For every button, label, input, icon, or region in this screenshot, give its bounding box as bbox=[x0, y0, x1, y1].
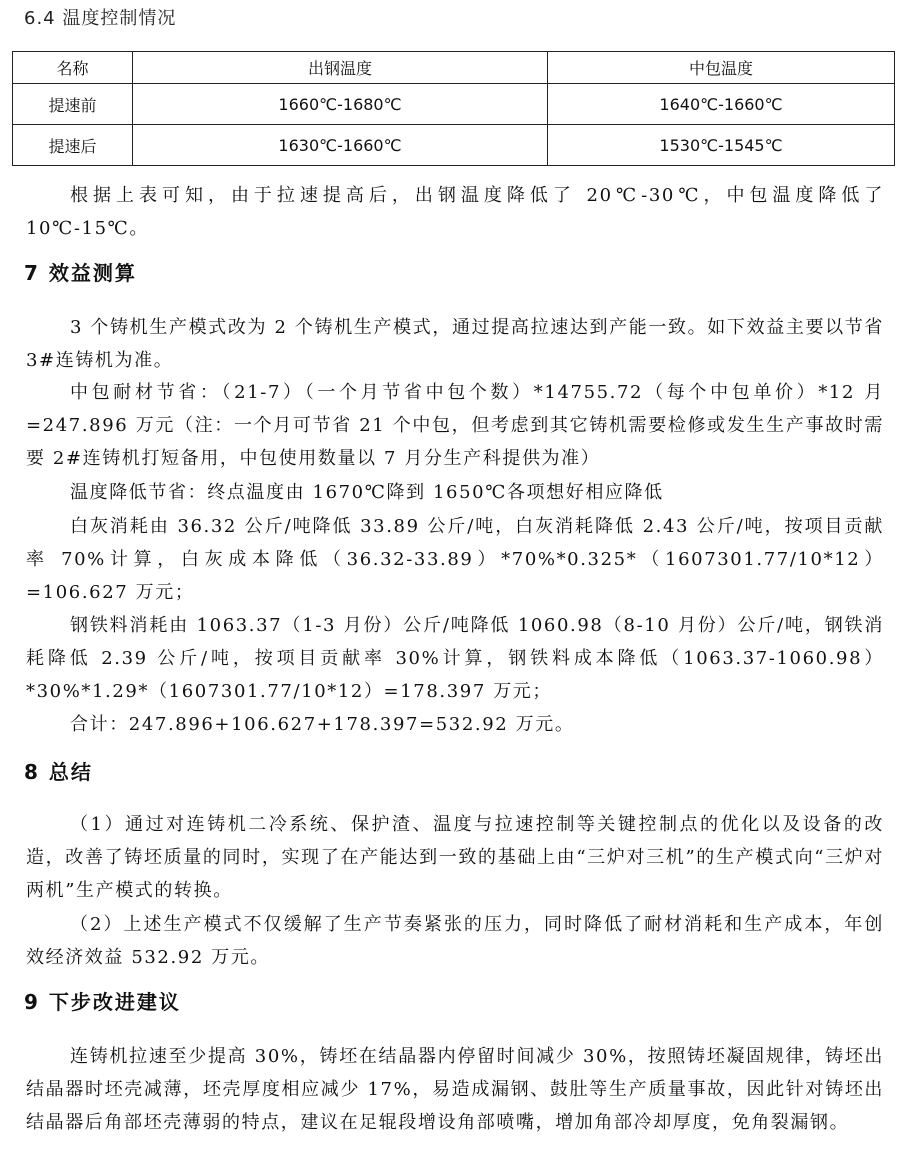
section-7-paragraph-5: 钢铁料消耗由 1063.37（1-3 月份）公斤/吨降低 1060.98（8-10 月份）公斤/吨，钢铁消耗降低 2.39 公斤/吨，按项目贡献率 30%计算，钢铁料成本降低（1063.37-1060.98）*30%*1.29*（1607301.77/10*12）=178.397 万元； bbox=[26, 615, 884, 702]
section-9-paragraph-1: 连铸机拉速至少提高 30%，铸坯在结晶器内停留时间减少 30%，按照铸坯凝固规律，铸坯出结晶器时坯壳减薄，坯壳厚度相应减少 17%，易造成漏钢、鼓肚等生产质量事故，因此针对铸坯出结晶器后角部坯壳薄弱的特点，建议在足辊段增设角部喷嘴，增加角部冷却厚度，免角裂漏钢。 bbox=[26, 1046, 884, 1133]
section-7-title: 7 效益测算 bbox=[24, 261, 137, 285]
cell-tapping-temp: 1660℃-1680℃ bbox=[133, 84, 548, 125]
temperature-table bbox=[12, 51, 895, 166]
section-8-paragraph-1: （1）通过对连铸机二冷系统、保护渣、温度与拉速控制等关键控制点的优化以及设备的改造，改善了铸坯质量的同时，实现了在产能达到一致的基础上由“三炉对三机”的生产模式向“三炉对两机”生产模式的转换。 bbox=[26, 814, 884, 901]
cell-name: 提速后 bbox=[13, 125, 133, 166]
table-row bbox=[13, 125, 895, 166]
cell-tundish-temp: 1530℃-1545℃ bbox=[548, 125, 895, 166]
table-row bbox=[13, 84, 895, 125]
section-7-paragraph-1: 3 个铸机生产模式改为 2 个铸机生产模式，通过提高拉速达到产能一致。如下效益主要以节省 3#连铸机为准。 bbox=[26, 317, 884, 371]
section-8-paragraph-2: （2）上述生产模式不仅缓解了生产节奏紧张的压力，同时降低了耐材消耗和生产成本，年创效经济效益 532.92 万元。 bbox=[26, 914, 884, 968]
section-7-paragraph-4: 白灰消耗由 36.32 公斤/吨降低 33.89 公斤/吨，白灰消耗降低 2.43 公斤/吨，按项目贡献率 70%计算，白灰成本降低（36.32-33.89）*70%*0.325*（1607301.77/10*12）=106.627 万元； bbox=[26, 516, 884, 603]
subsection-title: 6.4 温度控制情况 bbox=[24, 8, 177, 29]
cell-name: 提速前 bbox=[13, 84, 133, 125]
section-8-title: 8 总结 bbox=[24, 760, 93, 784]
header-tapping-temp: 出钢温度 bbox=[133, 52, 548, 84]
table-note-paragraph: 根据上表可知，由于拉速提高后，出钢温度降低了 20℃-30℃，中包温度降低了 10℃-15℃。 bbox=[26, 185, 884, 239]
table-header-row bbox=[13, 52, 895, 84]
section-7-paragraph-2: 中包耐材节省：（21-7）（一个月节省中包个数）*14755.72（每个中包单价）*12 月=247.896 万元（注：一个月可节省 21 个中包，但考虑到其它铸机需要检修或发生生产事故时需要 2#连铸机打短备用，中包使用数量以 7 月分生产科提供为准） bbox=[26, 382, 884, 469]
cell-tundish-temp: 1640℃-1660℃ bbox=[548, 84, 895, 125]
cell-tapping-temp: 1630℃-1660℃ bbox=[133, 125, 548, 166]
header-tundish-temp: 中包温度 bbox=[548, 52, 895, 84]
section-7-paragraph-6: 合计：247.896+106.627+178.397=532.92 万元。 bbox=[70, 714, 575, 735]
section-7-paragraph-3: 温度降低节省：终点温度由 1670℃降到 1650℃各项想好相应降低 bbox=[70, 482, 664, 503]
header-name: 名称 bbox=[13, 52, 133, 84]
section-9-title: 9 下步改进建议 bbox=[24, 990, 181, 1014]
